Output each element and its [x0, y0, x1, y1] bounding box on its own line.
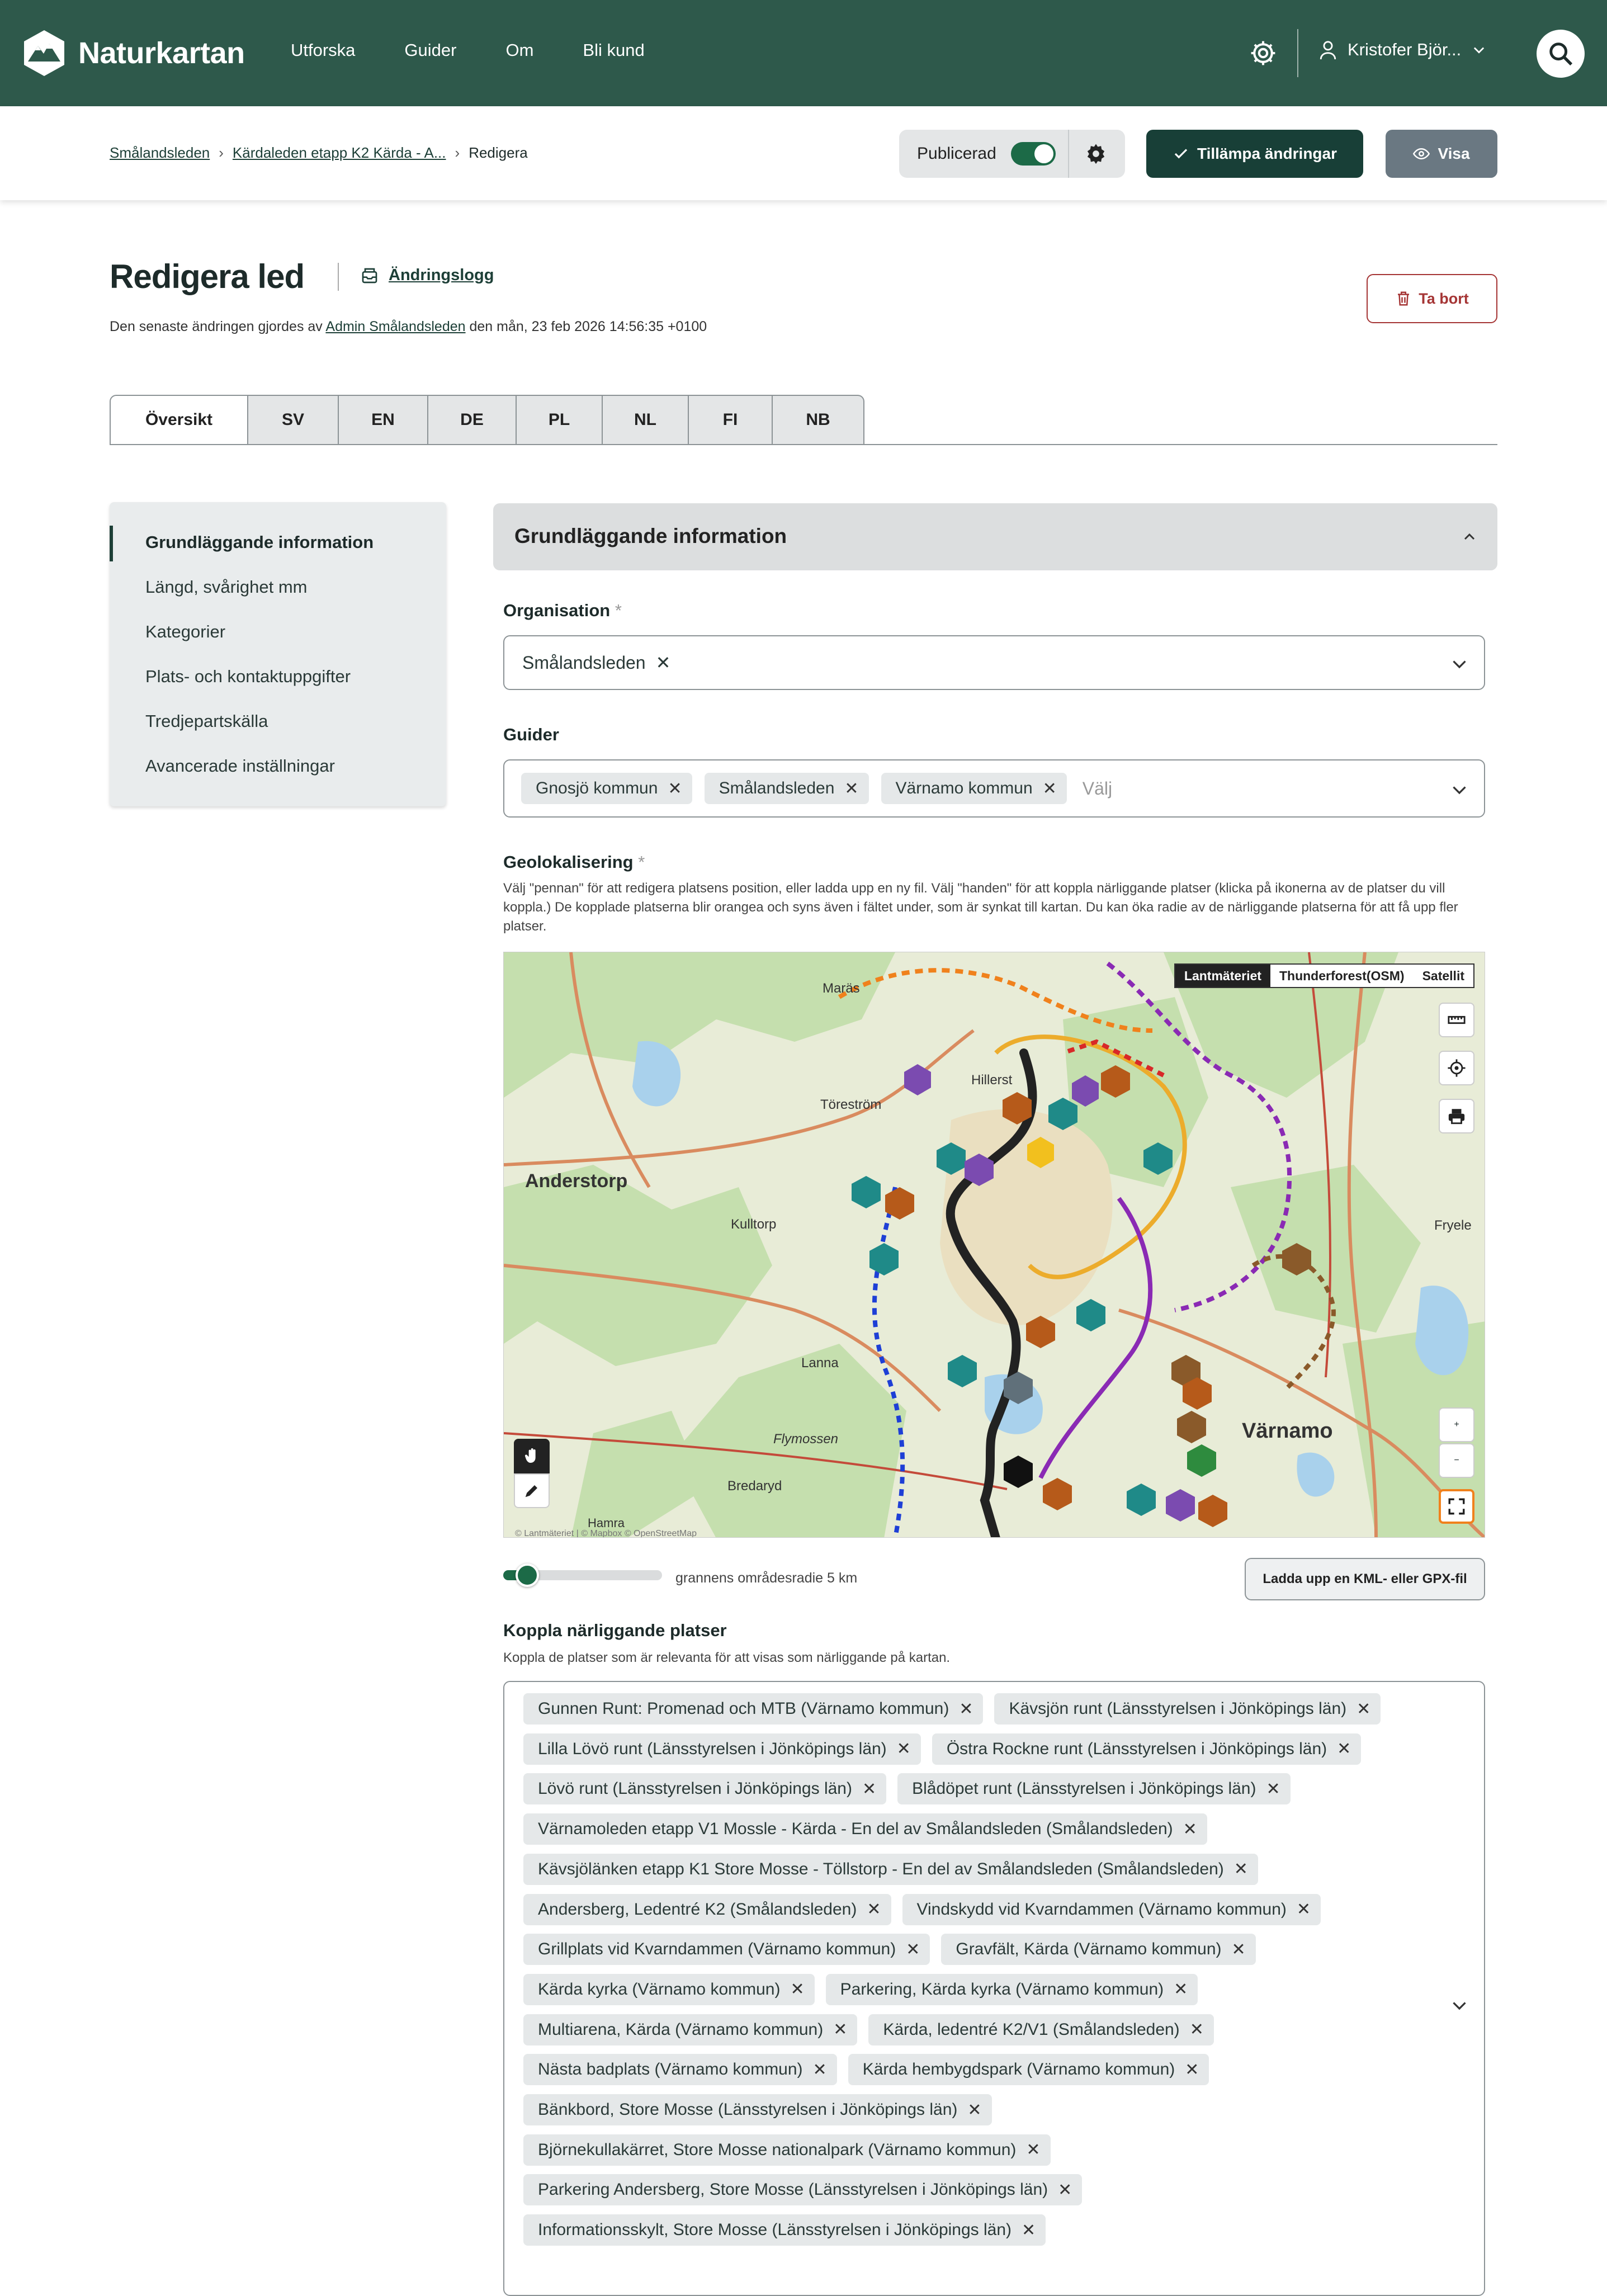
title-divider: [338, 263, 339, 291]
map-label: Lanna: [801, 1355, 839, 1371]
breadcrumb-smalandsleden[interactable]: Smålandsleden: [110, 144, 210, 161]
last-change-prefix: Den senaste ändringen gjordes av: [110, 319, 323, 334]
hand-tool-button[interactable]: [514, 1439, 550, 1473]
naturkartan-logo[interactable]: [22, 29, 245, 77]
map-label: Flymossen: [773, 1432, 839, 1447]
map-label: Fryele: [1434, 1218, 1472, 1233]
remove-icon[interactable]: ✕: [1266, 1779, 1280, 1798]
sidebar-item-avancerade[interactable]: Avancerade inställningar: [145, 756, 335, 776]
print-map-button[interactable]: [1439, 1099, 1474, 1133]
nearby-place-chip: [994, 1693, 1381, 1725]
sidebar-item-tredjepart[interactable]: Tredjepartskälla: [145, 711, 268, 731]
remove-icon[interactable]: ✕: [906, 1940, 920, 1959]
nearby-place-chip: [523, 2174, 1082, 2205]
nearby-chip-row: [523, 2094, 992, 2125]
nearby-place-chip: [523, 1693, 983, 1725]
sidebar-item-plats[interactable]: Plats- och kontaktuppgifter: [145, 667, 351, 686]
search-button[interactable]: [1537, 30, 1585, 78]
edit-toolbar: [0, 106, 1607, 200]
nearby-place-chip: [523, 2054, 837, 2085]
nearby-place-chip: [523, 1733, 921, 1765]
map-label: Anderstorp: [525, 1170, 628, 1192]
nearby-place-label: Multiarena, Kärda (Värnamo kommun): [538, 2020, 824, 2039]
chevron-down-icon: [1449, 654, 1469, 674]
nearby-place-label: Kärda kyrka (Värnamo kommun): [538, 1980, 781, 1999]
last-change-user-link[interactable]: Admin Smålandsleden: [325, 319, 466, 334]
remove-icon[interactable]: ✕: [1183, 1820, 1197, 1839]
section-title: Grundläggande information: [514, 525, 787, 547]
remove-icon[interactable]: ✕: [668, 779, 682, 798]
remove-icon[interactable]: ✕: [1189, 2020, 1204, 2039]
view-label: Visa: [1438, 145, 1470, 162]
map-canvas[interactable]: [504, 952, 1485, 1538]
last-change-suffix: den mån, 23 feb 2026 14:56:35 +0100: [469, 319, 707, 334]
active-indicator: [110, 526, 113, 561]
measure-ruler-button[interactable]: [1439, 1003, 1474, 1037]
nearby-chip-row: [523, 2134, 1051, 2166]
view-button[interactable]: [1386, 130, 1497, 178]
nearby-chip-row: [523, 1934, 1256, 1965]
main-nav: [291, 40, 694, 60]
nearby-place-label: Parkering Andersberg, Store Mosse (Länsstyrelsen i Jönköpings län): [538, 2180, 1048, 2199]
nearby-chip-row: [523, 1894, 1321, 1925]
breadcrumb-trail[interactable]: Kärdaleden etapp K2 Kärda - A...: [232, 144, 446, 161]
nearby-place-chip: [932, 1733, 1361, 1765]
organisation-remove-icon[interactable]: ✕: [655, 653, 671, 673]
nearby-place-label: Värnamoleden etapp V1 Mossle - Kärda - En del av Smålandsleden (Smålandsleden): [538, 1820, 1173, 1839]
apply-changes-button[interactable]: [1146, 130, 1363, 178]
map-view[interactable]: [503, 952, 1485, 1538]
nearby-place-label: Grillplats vid Kvarndammen (Värnamo kommun): [538, 1940, 896, 1959]
nearby-place-label: Gravfält, Kärda (Värnamo kommun): [956, 1940, 1222, 1959]
nearby-chip-row: [523, 1733, 1361, 1765]
nearby-place-label: Kävsjön runt (Länsstyrelsen i Jönköpings län): [1009, 1699, 1347, 1718]
nearby-place-chip: [523, 1813, 1207, 1845]
printer-icon: [1447, 1107, 1466, 1126]
remove-icon[interactable]: ✕: [1233, 1860, 1248, 1879]
breadcrumb-separator: ›: [455, 144, 460, 161]
nearby-chip-row: [523, 1773, 1291, 1804]
nearby-place-chip: [523, 1974, 815, 2005]
nearby-help: Koppla de platser som är relevanta för att visas som närliggande på kartan.: [503, 1650, 951, 1665]
remove-icon[interactable]: ✕: [790, 1980, 805, 1999]
nearby-place-chip: [523, 1773, 886, 1804]
nearby-place-chip: [523, 2014, 857, 2045]
nearby-chip-row: [523, 1854, 1258, 1885]
section-header[interactable]: [493, 503, 1497, 570]
language-tabs: [110, 395, 864, 445]
chevron-down-icon: [1449, 779, 1469, 800]
chevron-down-icon: [1449, 1995, 1469, 2015]
delete-button[interactable]: [1367, 274, 1497, 323]
organisation-select[interactable]: [503, 635, 1485, 690]
eye-icon: [1413, 145, 1430, 162]
remove-icon[interactable]: ✕: [867, 1900, 881, 1919]
apply-label: Tillämpa ändringar: [1197, 145, 1337, 162]
remove-icon[interactable]: ✕: [833, 2020, 848, 2039]
nearby-place-chip: [523, 2214, 1046, 2246]
published-toggle[interactable]: [1011, 142, 1056, 166]
ruler-icon: [1447, 1010, 1466, 1029]
nearby-place-label: Björnekullakärret, Store Mosse nationalpark (Värnamo kommun): [538, 2140, 1017, 2159]
nearby-place-label: Nästa badplats (Värnamo kommun): [538, 2060, 803, 2079]
changelog-link[interactable]: [361, 266, 494, 285]
remove-icon[interactable]: ✕: [959, 1699, 973, 1718]
map-layer-switcher: [1174, 963, 1474, 988]
nearby-chip-row: [523, 2214, 1046, 2246]
user-name: Kristofer Björ...: [1348, 40, 1462, 59]
tab-fi[interactable]: FI: [689, 395, 773, 445]
map-layer-satellit[interactable]: Satellit: [1422, 968, 1464, 983]
map-label: Hamra: [588, 1516, 625, 1530]
chevron-down-icon: [1471, 42, 1487, 58]
geolocation-label: Geolokalisering *: [503, 852, 645, 872]
remove-icon[interactable]: ✕: [967, 2100, 982, 2119]
breadcrumb-separator: ›: [219, 144, 224, 161]
radius-slider[interactable]: [503, 1570, 662, 1580]
nearby-place-chip: [523, 1934, 930, 1965]
nearby-chip-row: [523, 1974, 1198, 2005]
nearby-place-label: Östra Rockne runt (Länsstyrelsen i Jönköpings län): [946, 1739, 1327, 1758]
nearby-chip-row: [523, 1693, 1381, 1725]
nearby-place-label: Blådöpet runt (Länsstyrelsen i Jönköpings län): [912, 1779, 1256, 1798]
nearby-place-label: Informationsskylt, Store Mosse (Länsstyrelsen i Jönköpings län): [538, 2221, 1012, 2240]
remove-icon[interactable]: ✕: [1042, 779, 1057, 798]
remove-icon[interactable]: ✕: [1296, 1900, 1311, 1919]
nearby-place-label: Andersberg, Ledentré K2 (Smålandsleden): [538, 1900, 857, 1919]
organisation-value: Smålandsleden: [522, 652, 646, 673]
navbar-divider: [1297, 29, 1298, 77]
tab-de[interactable]: DE: [428, 395, 517, 445]
organisation-label: Organisation *: [503, 601, 622, 620]
top-navbar: [0, 0, 1607, 106]
tab-nb[interactable]: NB: [773, 395, 864, 445]
nearby-place-chip: [902, 1894, 1321, 1925]
breadcrumb: [110, 144, 528, 162]
radius-slider-handle[interactable]: [516, 1563, 539, 1587]
nearby-place-label: Lilla Lövö runt (Länsstyrelsen i Jönköpings län): [538, 1739, 887, 1758]
map-attribution: © Lantmäteriet | © Mapbox © OpenStreetMap: [515, 1529, 697, 1538]
zoom-in-button[interactable]: +: [1439, 1407, 1474, 1442]
sidebar-item-grundlaggande[interactable]: Grundläggande information: [145, 532, 374, 552]
remove-icon[interactable]: ✕: [1337, 1740, 1351, 1759]
guides-label: Guider: [503, 725, 559, 744]
tab-nl[interactable]: NL: [603, 395, 689, 445]
nearby-place-label: Kävsjölänken etapp K1 Store Mosse - Töllstorp - En del av Smålandsleden (Smålandsleden): [538, 1859, 1224, 1878]
remove-icon[interactable]: ✕: [1174, 1980, 1188, 1999]
breadcrumb-current: Redigera: [469, 144, 528, 161]
geolocation-help: Välj "pennan" för att redigera platsens position, eller ladda upp en ny fil. Välj "handen" för att koppla närliggande platser (klicka på ikonerna av de platser du vill koppla.) De kopplade platserna blir orangea och syns även i fältet under, som är synkat till kartan. Du kan öka radie av de närliggande platserna för att få upp fler platser.: [503, 881, 1458, 934]
remove-icon[interactable]: ✕: [844, 779, 859, 798]
nearby-chip-row: [523, 1813, 1207, 1845]
remove-icon[interactable]: ✕: [862, 1779, 877, 1798]
zoom-out-button[interactable]: −: [1439, 1443, 1474, 1478]
nearby-chip-row: [523, 2014, 1214, 2045]
nearby-place-chip: [523, 1854, 1258, 1885]
changelog-label: Ändringslogg: [389, 266, 494, 284]
nearby-place-label: Kärda, ledentré K2/V1 (Smålandsleden): [883, 2020, 1180, 2039]
sidebar-item-kategorier[interactable]: Kategorier: [145, 622, 226, 641]
pencil-icon: [523, 1482, 540, 1499]
nearby-place-chip: [523, 1894, 891, 1925]
pen-tool-button[interactable]: [514, 1473, 550, 1508]
nearby-place-chip: [868, 2014, 1213, 2045]
delete-label: Ta bort: [1419, 290, 1469, 307]
guides-placeholder[interactable]: Välj: [1082, 778, 1113, 799]
publish-divider: [1068, 130, 1069, 178]
nav-guider[interactable]: Guider: [404, 40, 457, 60]
remove-icon[interactable]: ✕: [1058, 2180, 1072, 2199]
map-label: Bredaryd: [727, 1478, 782, 1494]
crosshair-icon: [1447, 1059, 1466, 1078]
radius-label: grannens områdesradie 5 km: [675, 1570, 858, 1586]
remove-icon[interactable]: ✕: [1022, 2221, 1036, 2240]
section-sidebar: [110, 502, 446, 806]
last-change-info: [110, 319, 707, 335]
locate-me-button[interactable]: [1439, 1051, 1474, 1085]
map-layer-lantmateriet[interactable]: Lantmäteriet: [1175, 965, 1270, 987]
tab-oversikt[interactable]: Översikt: [110, 395, 248, 445]
nearby-place-label: Gunnen Runt: Promenad och MTB (Värnamo kommun): [538, 1699, 949, 1718]
guide-chip: Gnosjö kommun ✕: [521, 773, 692, 804]
required-mark: *: [615, 601, 622, 620]
inbox-icon: [361, 267, 379, 285]
nearby-place-label: Vindskydd vid Kvarndammen (Värnamo kommun): [916, 1900, 1287, 1919]
guide-chip: Smålandsleden ✕: [705, 773, 869, 804]
trash-icon: [1395, 290, 1412, 307]
hand-icon: [523, 1447, 541, 1465]
remove-icon[interactable]: ✕: [1231, 1940, 1246, 1959]
required-mark: *: [638, 852, 645, 872]
tab-pl[interactable]: PL: [517, 395, 603, 445]
map-label: Hillerst: [971, 1073, 1013, 1088]
nearby-place-chip: [848, 2054, 1209, 2085]
nearby-label: Koppla närliggande platser: [503, 1621, 727, 1640]
map-label: Värnamo: [1242, 1419, 1333, 1443]
publish-settings-gear-icon[interactable]: [1085, 143, 1107, 165]
map-label: Töreström: [820, 1097, 882, 1112]
brand-name: Naturkartan: [78, 36, 245, 70]
guide-chip: Värnamo kommun ✕: [881, 773, 1067, 804]
page-title: Redigera led: [110, 258, 305, 295]
tab-sv[interactable]: SV: [248, 395, 339, 445]
nearby-place-chip: [523, 2134, 1051, 2166]
nearby-place-label: Bänkbord, Store Mosse (Länsstyrelsen i Jönköpings län): [538, 2100, 958, 2119]
nearby-place-chip: [826, 1974, 1198, 2005]
upload-kml-gpx-button[interactable]: Ladda upp en KML- eller GPX-fil: [1245, 1558, 1485, 1600]
tabs-underline: [110, 444, 1497, 445]
publish-control: [899, 130, 1125, 178]
nearby-place-label: Parkering, Kärda kyrka (Värnamo kommun): [840, 1980, 1164, 1999]
user-icon: [1318, 39, 1337, 60]
nearby-place-label: Lövö runt (Länsstyrelsen i Jönköpings län): [538, 1779, 852, 1798]
chevron-up-icon: [1461, 528, 1478, 546]
nearby-chip-row: [523, 2054, 1209, 2085]
nearby-chip-row: [523, 2174, 1082, 2205]
remove-icon[interactable]: ✕: [896, 1740, 911, 1759]
nearby-place-label: Kärda hembygdspark (Värnamo kommun): [862, 2060, 1175, 2079]
nav-bli-kund[interactable]: Bli kund: [583, 40, 645, 60]
search-icon: [1548, 41, 1573, 67]
remove-icon[interactable]: ✕: [1185, 2060, 1199, 2079]
remove-icon[interactable]: ✕: [1357, 1699, 1371, 1718]
guides-select[interactable]: [503, 759, 1485, 818]
logo-icon: [22, 29, 66, 77]
map-label: Maräs: [823, 981, 860, 996]
map-layer-thunderforest[interactable]: Thunderforest(OSM): [1279, 968, 1405, 983]
nearby-place-chip: [523, 2094, 992, 2125]
published-label: Publicerad: [917, 144, 996, 163]
remove-icon[interactable]: ✕: [1026, 2141, 1041, 2160]
tab-en[interactable]: EN: [339, 395, 428, 445]
fullscreen-button[interactable]: [1439, 1489, 1474, 1524]
nearby-place-chip: [941, 1934, 1255, 1965]
nearby-place-chip: [897, 1773, 1291, 1804]
user-menu[interactable]: [1318, 39, 1487, 60]
check-icon: [1173, 145, 1189, 162]
nearby-places-select[interactable]: [503, 1681, 1485, 2296]
nav-utforska[interactable]: Utforska: [291, 40, 356, 60]
fullscreen-icon: [1447, 1497, 1466, 1516]
settings-gear-icon[interactable]: [1248, 38, 1278, 68]
remove-icon[interactable]: ✕: [812, 2060, 827, 2079]
map-label: Kulltorp: [731, 1217, 777, 1232]
sidebar-item-langd[interactable]: Längd, svårighet mm: [145, 577, 308, 597]
nav-om[interactable]: Om: [505, 40, 534, 60]
